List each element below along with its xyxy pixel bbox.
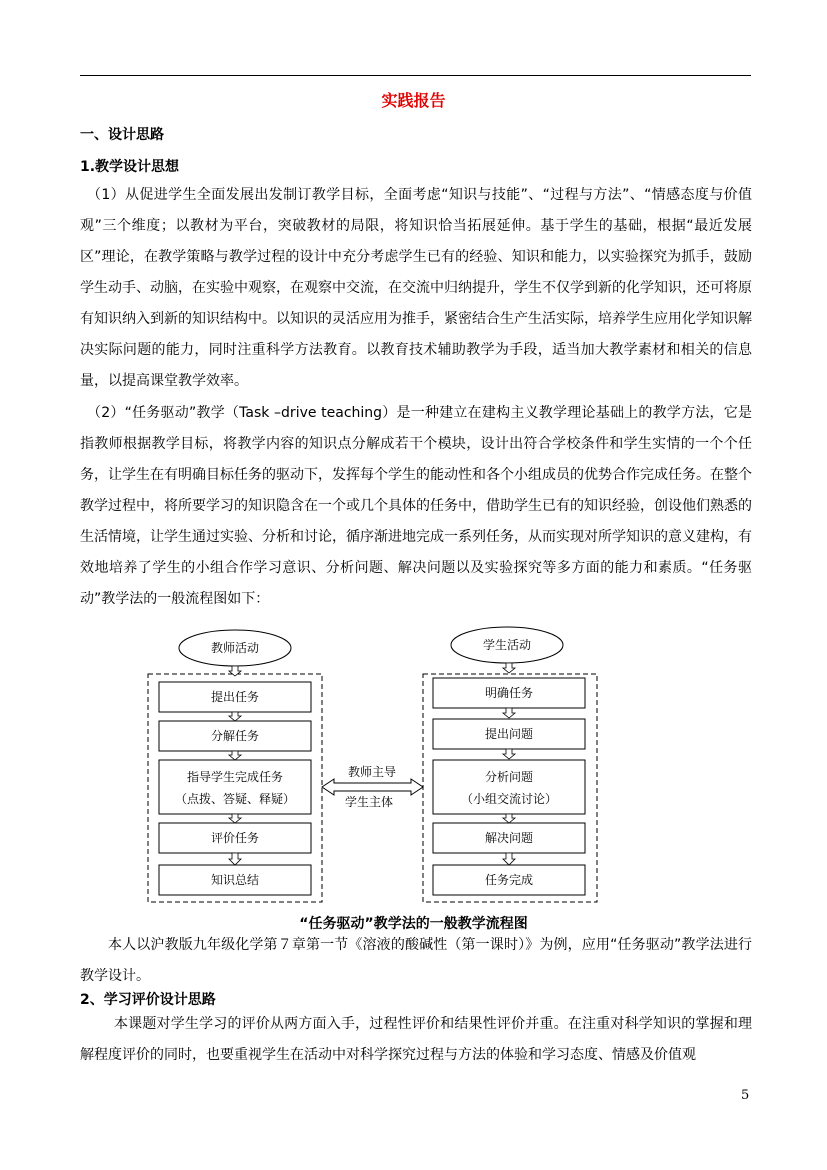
paragraph-3: 本人以沪教版九年级化学第７章第一节《溶液的酸碱性（第一课时）》为例，应用“任务驱动”教学法进行教学设计。 — [80, 937, 752, 984]
subheading-evaluation: 2、学习评价设计思路 — [80, 992, 216, 1008]
svg-text:分析问题: 分析问题 — [484, 770, 534, 784]
paragraph-1: （1）从促进学生全面发展出发制订教学目标，全面考虑“知识与技能”、“过程与方法”、“情感态度与价值观”三个维度；以教材为平台，突破教材的局限，将知识恰当拓展延伸。基于学生的基础，根据“最近发展区”理论，在教学策略与教学过程的设计中充分考虑学生已有的经验、知识和能力，以实验探究为抓手，鼓励学生动手、动脑，在实验中观察，在观察中交流，在交流中归纳提升，学生不仅学到新的化学知识，还可将原有知识纳入到新的知识结构中。以知识的灵活应用为推手，紧密结合生产生活实际，培养学生应用化学知识解决实际问题的能力，同时注重科学方法教育。以教育技术辅助教学为手段，适当加大教学素材和相关的信息量，以提高课堂教学效率。 — [80, 187, 752, 389]
teacher-step-2 — [159, 721, 311, 751]
teacher-step-5 — [159, 865, 311, 895]
header-rule — [80, 75, 751, 76]
student-step-3 — [433, 760, 585, 814]
svg-text:分解任务: 分解任务 — [210, 729, 260, 743]
svg-text:提出问题: 提出问题 — [484, 727, 534, 741]
svg-text:解决问题: 解决问题 — [484, 831, 534, 845]
figure-caption: “任务驱动”教学法的一般教学流程图 — [299, 916, 528, 932]
subheading-teaching-idea: 1.教学设计思想 — [80, 159, 180, 175]
svg-text:评价任务: 评价任务 — [210, 831, 260, 845]
student-step-2 — [433, 719, 585, 749]
svg-text:任务完成: 任务完成 — [484, 873, 534, 887]
paragraph-2: （2）“任务驱动”教学（Task –drive teaching）是一种建立在建构主义教学理论基础上的教学方法，它是指教师根据教学目标，将教学内容的知识点分解成若干个模块，设计出符合学校条件和学生实情的一个个任务，让学生在有明确目标任务的驱动下，发挥每个学生的能动性和各个小组成员的优势合作完成任务。在整个教学过程中，将所要学习的知识隐含在一个或几个具体的任务中，借助学生已有的知识经验，创设他们熟悉的生活情境，让学生通过实验、分析和讨论，循序渐进地完成一系列任务，从而实现对所学知识的意义建构，有效地培养了学生的小组合作学习意识、分析问题、解决问题以及实验探究等多方面的能力和素质。“任务驱动”教学法的一般流程图如下： — [80, 405, 752, 607]
student-activity-title: 学生活动 — [482, 638, 532, 652]
page-title: 实践报告 — [381, 91, 446, 110]
middle-label-teacher-led: 教师主导 — [347, 765, 397, 779]
teacher-step-3 — [159, 760, 311, 814]
svg-text:知识总结: 知识总结 — [210, 873, 260, 887]
student-step-4 — [433, 823, 585, 853]
middle-label-student-centered: 学生主体 — [344, 795, 394, 809]
task-driven-flowchart — [0, 620, 827, 910]
svg-text:指导学生完成任务: 指导学生完成任务 — [186, 770, 284, 784]
teacher-step-1 — [159, 682, 311, 712]
svg-text:（点拨、答疑、释疑）: （点拨、答疑、释疑） — [174, 792, 296, 806]
svg-text:（小组交流讨论）: （小组交流讨论） — [460, 792, 558, 806]
teacher-step-4 — [159, 823, 311, 853]
page-number: 5 — [741, 1088, 750, 1103]
student-step-5 — [433, 865, 585, 895]
section-heading-design: 一、设计思路 — [80, 127, 164, 143]
student-step-1 — [433, 678, 585, 708]
teacher-activity-title: 教师活动 — [210, 641, 260, 655]
svg-text:提出任务: 提出任务 — [210, 690, 260, 704]
paragraph-4: 本课题对学生学习的评价从两方面入手，过程性评价和结果性评价并重。在注重对科学知识的掌握和理解程度评价的同时，也要重视学生在活动中对科学探究过程与方法的体验和学习态度、情感及价值观 — [80, 1016, 752, 1063]
double-arrow — [322, 779, 423, 795]
svg-text:明确任务: 明确任务 — [484, 686, 534, 700]
